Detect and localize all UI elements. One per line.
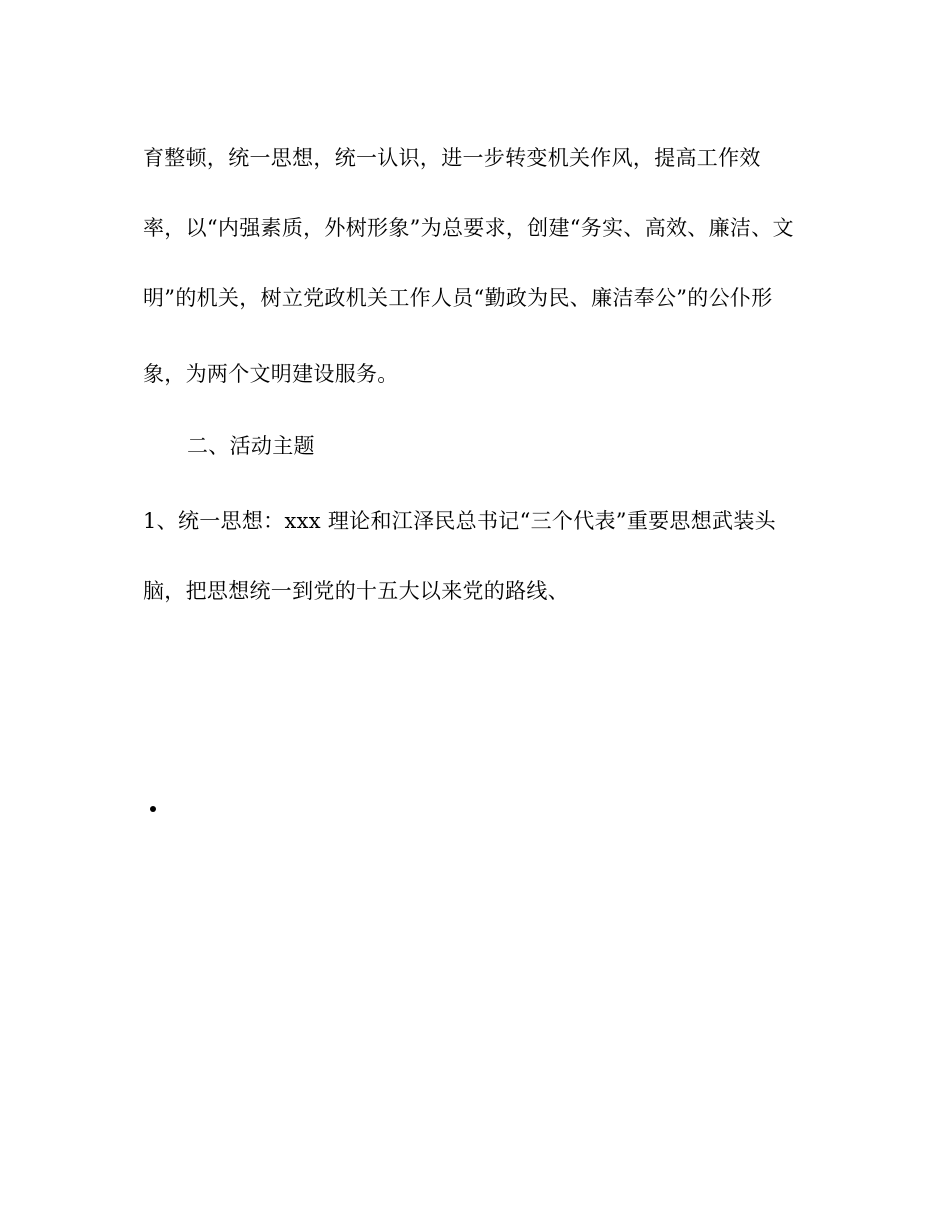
- bullet-dot-icon: [150, 806, 156, 812]
- body-text-line: 明”的机关，树立党政机关工作人员“勤政为民、廉洁奉公”的公仆形: [143, 286, 773, 310]
- body-text-line: 1、统一思想：xxx 理论和江泽民总书记“三个代表”重要思想武装头: [143, 509, 776, 533]
- body-text-line: 象，为两个文明建设服务。: [143, 362, 399, 386]
- body-text-line: 育整顿，统一思想，统一认识，进一步转变机关作风，提高工作效: [143, 146, 761, 170]
- body-text-line: 脑，把思想统一到党的十五大以来党的路线、: [143, 579, 569, 603]
- section-heading: 二、活动主题: [187, 434, 315, 458]
- body-text-line: 率，以“内强素质，外树形象”为总要求，创建“务实、高效、廉洁、文: [143, 216, 794, 240]
